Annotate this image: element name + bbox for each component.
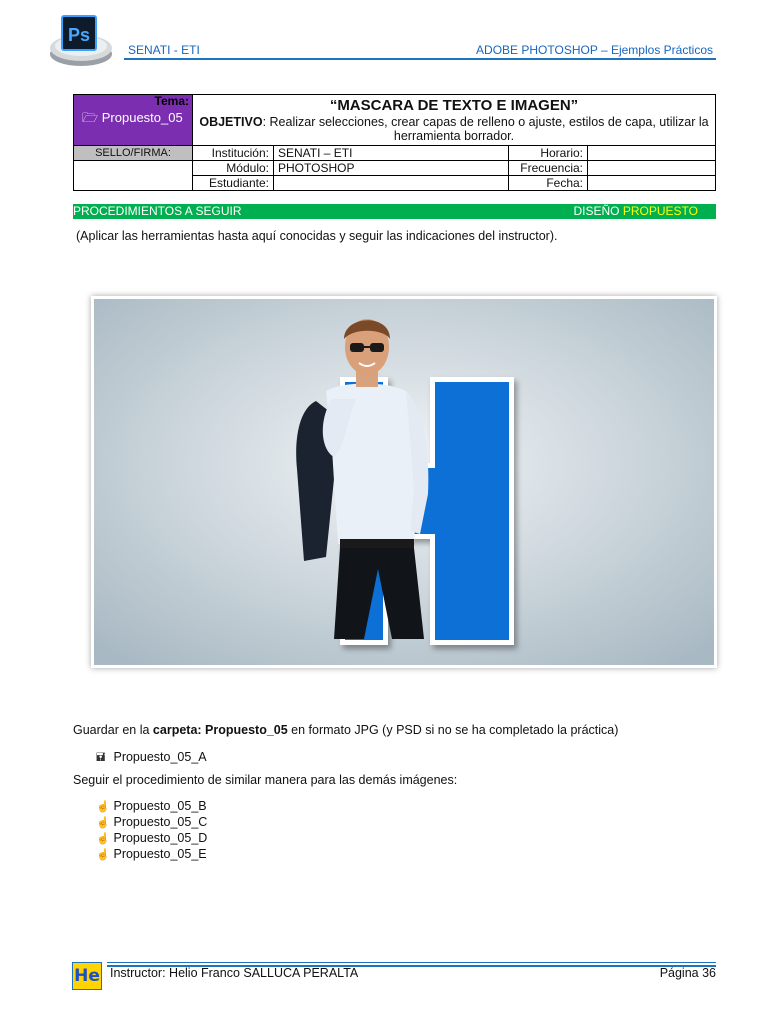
folder-icon: 🗁 xyxy=(82,110,99,125)
example-image xyxy=(91,296,717,668)
list-item-label: Propuesto_05_B xyxy=(113,799,207,813)
institucion-label: Institución: xyxy=(193,146,274,161)
footer-instructor: Instructor: Helio Franco SALLUCA PERALTA xyxy=(110,966,359,980)
frecuencia-value xyxy=(588,161,716,176)
header-left: SENATI - ETI xyxy=(128,43,200,57)
document-title: “MASCARA DE TEXTO E IMAGEN” xyxy=(329,97,579,114)
tema-cell xyxy=(74,95,193,146)
title-cell xyxy=(193,95,716,146)
procedures-bar xyxy=(73,204,716,219)
tema-value-text: Propuesto_05 xyxy=(101,110,183,125)
footer-divider-thin xyxy=(107,962,716,963)
horario-value xyxy=(588,146,716,161)
save-suffix: en formato JPG (y PSD si no se ha completado la práctica) xyxy=(287,723,619,737)
tema-value xyxy=(74,108,192,128)
he-logo: He xyxy=(72,962,102,990)
institucion-value: SENATI – ETI xyxy=(274,146,509,161)
frecuencia-label: Frecuencia: xyxy=(509,161,588,176)
design-highlight: PROPUESTO xyxy=(622,204,698,218)
modulo-value: PHOTOSHOP xyxy=(274,161,509,176)
save-folder: carpeta: Propuesto_05 xyxy=(152,723,288,737)
objective-label: OBJETIVO xyxy=(199,115,263,129)
sello-label: SELLO/FIRMA: xyxy=(74,146,193,161)
hand-pointer-icon: ☝ xyxy=(96,833,110,845)
saved-item-label: Propuesto_05_A xyxy=(113,750,207,764)
horario-label: Horario: xyxy=(509,146,588,161)
masked-photo-illustration xyxy=(94,299,714,665)
badge-text: Ps xyxy=(67,25,91,45)
instruction-note: (Aplicar las herramientas hasta aquí conocidas y seguir las indicaciones del instructor). xyxy=(76,229,558,243)
header-right: ADOBE PHOTOSHOP – Ejemplos Prácticos xyxy=(476,43,713,57)
save-instruction xyxy=(73,723,618,737)
list-item xyxy=(96,831,207,845)
list-item-label: Propuesto_05_D xyxy=(113,831,208,845)
design-label xyxy=(574,204,699,219)
follow-instruction: Seguir el procedimiento de similar manera para las demás imágenes: xyxy=(73,773,458,787)
floppy-icon: 🖬 xyxy=(96,752,106,764)
objective-text: : Realizar selecciones, crear capas de relleno o ajuste, estilos de capa, utilizar la herramienta borrador. xyxy=(262,115,709,143)
objective xyxy=(199,115,709,143)
hand-pointer-icon: ☝ xyxy=(96,817,110,829)
list-item xyxy=(96,799,207,813)
sello-space xyxy=(74,161,193,191)
info-table xyxy=(73,94,716,191)
estudiante-value xyxy=(274,176,509,191)
page-number: Página 36 xyxy=(659,966,716,980)
header-divider xyxy=(124,58,716,60)
fecha-label: Fecha: xyxy=(509,176,588,191)
tema-label: Tema: xyxy=(154,94,189,108)
design-prefix: DISEÑO xyxy=(573,204,620,218)
list-item xyxy=(96,847,207,861)
save-prefix: Guardar en la xyxy=(73,723,153,737)
photoshop-badge xyxy=(48,10,114,68)
hand-pointer-icon: ☝ xyxy=(96,849,110,861)
list-item-label: Propuesto_05_E xyxy=(113,847,207,861)
fecha-value xyxy=(588,176,716,191)
list-item xyxy=(96,815,207,829)
hand-pointer-icon: ☝ xyxy=(96,801,110,813)
saved-item xyxy=(96,749,207,768)
estudiante-label: Estudiante: xyxy=(193,176,274,191)
list-item-label: Propuesto_05_C xyxy=(113,815,208,829)
photoshop-badge-icon xyxy=(48,10,114,68)
procedures-label: PROCEDIMIENTOS A SEGUIR xyxy=(73,204,242,218)
modulo-label: Módulo: xyxy=(193,161,274,176)
